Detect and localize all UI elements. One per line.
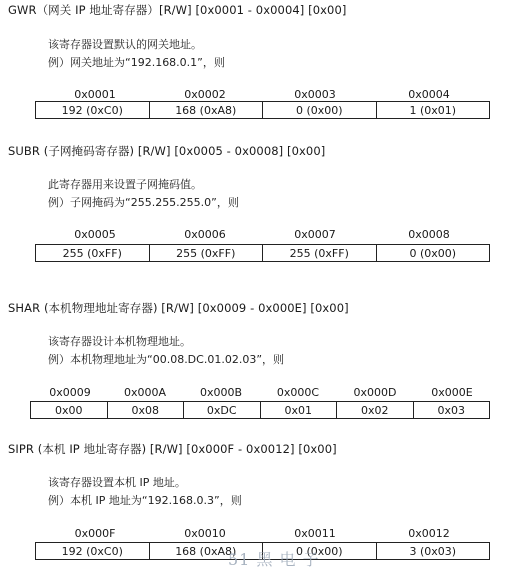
subr-byte-0x0005: 255 (0xFF) [36,245,150,262]
shar-byte-0x000c: 0x01 [260,402,337,419]
shar-register-table [30,401,490,419]
gwr-byte-0x0003: 0 (0x00) [263,102,377,119]
shar-title: SHAR (本机物理地址寄存器) [R/W] [0x0009 - 0x000E] [0x00] [8,301,349,315]
shar-address-0x000b: 0x000B [199,386,243,399]
subr-address-0x0007: 0x0007 [294,228,336,241]
table-row [31,402,490,419]
gwr-title: GWR（网关 IP 地址寄存器）[R/W] [0x0001 - 0x0004] [0x00] [8,3,347,17]
gwr-byte-0x0002: 168 (0xA8) [149,102,263,119]
sipr-address-0x0010: 0x0010 [184,527,226,540]
subr-example: 例）子网掩码为“255.255.255.0”，则 [48,196,239,209]
subr-description: 此寄存器用来设置子网掩码值。 [48,178,202,191]
subr-byte-0x0008: 0 (0x00) [376,245,490,262]
subr-byte-0x0007: 255 (0xFF) [263,245,377,262]
gwr-byte-0x0004: 1 (0x01) [376,102,490,119]
subr-title: SUBR (子网掩码寄存器) [R/W] [0x0005 - 0x0008] [0x00] [8,144,326,158]
sipr-address-0x0012: 0x0012 [408,527,450,540]
shar-address-0x000d: 0x000D [353,386,397,399]
shar-byte-0x0009: 0x00 [31,402,108,419]
gwr-address-0x0002: 0x0002 [184,88,226,101]
subr-byte-0x0006: 255 (0xFF) [149,245,263,262]
gwr-register-table [35,101,490,119]
table-row [36,102,490,119]
site-watermark: 51 黑 电 子 [228,550,320,569]
sipr-address-0x000f: 0x000F [74,527,116,540]
subr-address-0x0008: 0x0008 [408,228,450,241]
shar-byte-0x000d: 0x02 [337,402,414,419]
sipr-address-0x0011: 0x0011 [294,527,336,540]
subr-address-0x0006: 0x0006 [184,228,226,241]
sipr-description: 该寄存器设置本机 IP 地址。 [48,476,186,489]
shar-byte-0x000b: 0xDC [184,402,261,419]
shar-address-0x000e: 0x000E [431,386,473,399]
shar-address-0x0009: 0x0009 [49,386,91,399]
gwr-example: 例）网关地址为“192.168.0.1”，则 [48,56,225,69]
shar-address-0x000a: 0x000A [123,386,167,399]
shar-byte-0x000a: 0x08 [107,402,184,419]
shar-byte-0x000e: 0x03 [413,402,490,419]
gwr-description: 该寄存器设置默认的网关地址。 [48,38,202,51]
sipr-title: SIPR (本机 IP 地址寄存器) [R/W] [0x000F - 0x0012] [0x00] [8,442,337,456]
gwr-address-0x0001: 0x0001 [74,88,116,101]
gwr-address-0x0004: 0x0004 [408,88,450,101]
subr-register-table [35,244,490,262]
subr-address-0x0005: 0x0005 [74,228,116,241]
shar-example: 例）本机物理地址为“00.08.DC.01.02.03”，则 [48,353,285,366]
sipr-byte-0x0012: 3 (0x03) [376,543,490,560]
gwr-address-0x0003: 0x0003 [294,88,336,101]
gwr-byte-0x0001: 192 (0xC0) [36,102,150,119]
shar-address-0x000c: 0x000C [276,386,320,399]
sipr-example: 例）本机 IP 地址为“192.168.0.3”，则 [48,494,242,507]
sipr-byte-0x0011: 0 (0x00) [263,543,377,560]
sipr-byte-0x000f: 192 (0xC0) [36,543,150,560]
table-row [36,245,490,262]
shar-description: 该寄存器设计本机物理地址。 [48,335,191,348]
sipr-byte-0x0010: 168 (0xA8) [149,543,263,560]
